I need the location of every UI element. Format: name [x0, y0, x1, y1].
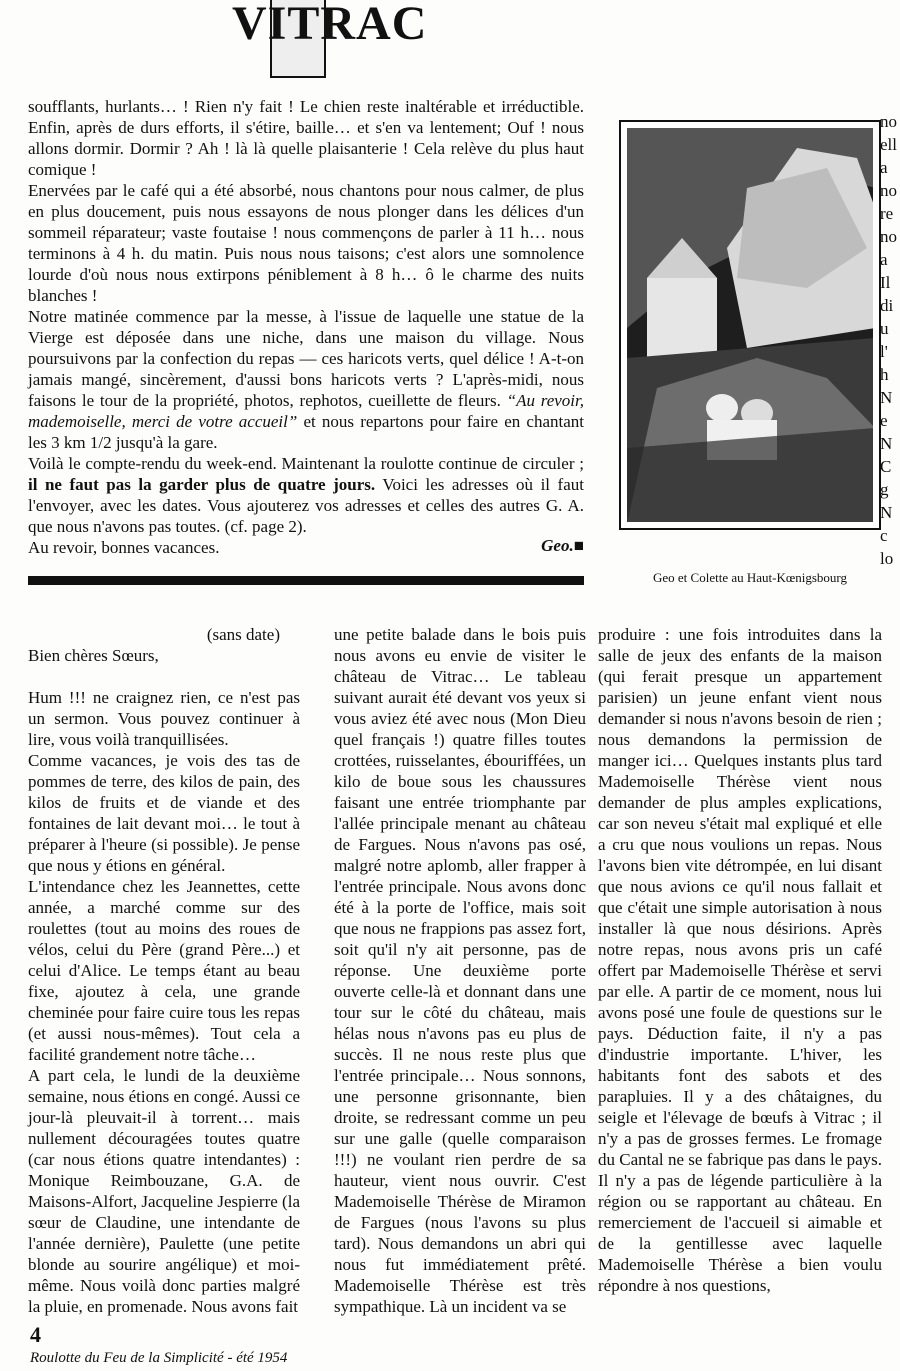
signature: Geo.■ — [541, 536, 584, 555]
paragraph: A part cela, le lundi de la deuxième semaine, nous étions en congé. Aussi ce jour-là pleuvait-il à torrent… mais nullement découragées toutes quatre (car nous étions quatre intendantes) : Monique Reimbouzane, G.A. de Maisons-Alfort, Jacqueline Jespierre (la sœur de Claudine, une intendante de l'année dernière), Paulette (une petite blonde au sourire angélique) et moi-même. Nous voilà donc parties malgré la pluie, en promenade. Nous avons fait — [28, 1066, 300, 1316]
quote-text: “Au revoir, mademoiselle, merci de votre accueil” — [28, 391, 585, 431]
paragraph: une petite balade dans le bois puis nous avons eu envie de visiter le château de Vitrac… Le tableau suivant aurait été devant vos yeux si vous aviez été avec nous (Mon Dieu quel français !) quatre filles toutes crottées, ruisselantes, ébouriffées, un kilo de boue sous les chaussures faisant une entrée triomphante par l'allée principale menant au château de Fargues. Nous n'avons pas osé, malgré notre aplomb, aller frapper à l'entrée principale. Nous avons donc été à la porte de l'office, mais soit que nous ne frappions pas assez fort, soit qu'il n'y ait personne, pas de réponse. Une deuxième porte ouverte celle-là et donnant dans une tour sur le côté du château, mais hélas nous n'avons pas eu plus de succès. Il ne nous reste plus que l'entrée principale… Nous sonnons, une personne grisonnante, bien droite, se redressant comme un peu sur une galle (quelle comparaison !!!) ne voulant rien perdre de sa hauteur, vient nous ouvrir. C'est Mademoiselle Thérèse de Miramon de Fargues (nous l'avons su plus tard). Nous demandons un abri qui nous fut immédiatement prêté. Mademoiselle Thérèse est très sympathique. Là un incident va se — [334, 625, 586, 1316]
paragraph: Comme vacances, je vois des tas de pommes de terre, des kilos de pain, des kilos de fruits et de viande et des fontaines de lait devant moi… le tout à préparer à l'heure (si possible). Je pense que nous y étions en général. — [28, 751, 300, 875]
paragraph: L'intendance chez les Jeannettes, cette année, a marché comme sur des roulettes (tout au moins des roues de vélos, celui du Père (grand Père...) et celui d'Alice. Le temps étant au beau fixe, ajoutez à cela, une grande cheminée pour faire cuire tous les repas (et aussi nous-mêmes). Tout cela a facilité grandement notre tâche… — [28, 877, 300, 1064]
paragraph-text: Voici les adresses où il faut l'envoyer, avec les dates. Vous ajouterez vos adresses et celles des autres G. A. que nous n'avons pas toutes. (cf. page 2). — [28, 475, 584, 536]
letter-column-3 — [598, 624, 882, 1296]
paragraph: soufflants, hurlants… ! Rien n'y fait ! Le chien reste inaltérable et irréductible. Enfin, après de durs efforts, il s'étire, baille… et s'en va lentement; Ouf ! nous allons dormir. Dormir ? Ah ! là là quelle plaisanterie ! Cela relève du plus haut comique ! — [28, 97, 584, 179]
page-title: VITRAC — [232, 0, 428, 50]
paragraph — [28, 453, 584, 537]
section-divider — [28, 576, 584, 585]
paragraph-text: Notre matinée commence par la messe, à l'issue de laquelle une statue de la Vierge est déposée dans une niche, dans une maison du village. Nous poursuivons par la confection du repas — ces haricots verts, quel délice ! A-t-on jamais mangé, sincèrement, d'aussi bons haricots verts ? L'après-midi, nous faisons le tour de la propriété, photos, rephotos, cueillette de fleurs. — [28, 307, 584, 410]
publication-footer: Roulotte du Feu de la Simplicité - été 1954 — [30, 1350, 288, 1366]
letter-greeting: Bien chères Sœurs, — [28, 646, 159, 665]
paragraph-text: et nous repartons pour faire en chantant les 3 km 1/2 jusqu'à la gare. — [28, 412, 585, 452]
paragraph: Enervées par le café qui a été absorbé, nous chantons pour nous calmer, de plus en plus doucement, puis nous essayons de nous plonger dans les délices d'un sommeil réparateur; vaste foutaise ! nous commençons de parler à 11 h… nous terminons à 4 h. du matin. Puis nous nous taisons; c'est alors une somnolence lourde d'où nous nous extirpons péniblement à 8 h… ô le charme des nuits blanches ! — [28, 181, 584, 305]
paragraph: produire : une fois introduites dans la salle de jeux des enfants de la maison (qui ferait presque un appartement parisien) un jeune enfant vient nous demander si nous n'avons besoin de rien ; nous demandons la permission de manger ici… Quelques instants plus tard Mademoiselle Thérèse vient nous demander de plus amples explications, car son neveu s'était mal expliqué et elle a cru que nous voulions un repas. Nous l'avons bien vite détrompée, en lui disant que nous avions ce qu'il nous fallait et que c'était une simple autorisation à nous installer là que nous désirions. Après notre repas, nous avons pris un café offert par Mademoiselle Thérèse et servi par elle. A partir de ce moment, nous lui avons posé une foule de questions sur le pays. Déduction faite, il n'y a pas d'industrie importante. L'hiver, les habitants font des sabots et des parapluies. Il y a des châtaignes, du seigle et l'élevage de bœufs à Vitrac ; il n'y a pas de grosses fermes. Le fromage du Cantal ne se fabrique pas dans le pays. Il n'y a pas de légende particulière à la région ou se rapportant au château. En remerciement de l'accueil si aimable et de la gentillesse avec laquelle Mademoiselle Thérèse a bien voulu répondre à nos questions, — [598, 625, 882, 1295]
page-number: 4 — [30, 1322, 41, 1347]
paragraph: Au revoir, bonnes vacances. — [28, 538, 220, 557]
letter-column-1 — [28, 624, 300, 1317]
bold-emphasis: il ne faut pas la garder plus de quatre jours. — [28, 475, 376, 494]
cropped-edge-text: no ell a no re no a Il di u l' h N e N C g N c lo — [880, 112, 897, 568]
photo-image — [627, 128, 873, 522]
paragraph: Hum !!! ne craignez rien, ce n'est pas un sermon. Vous pouvez continuer à lire, vous voilà tranquillisées. — [28, 688, 300, 749]
paragraph-text: Voilà le compte-rendu du week-end. Maintenant la roulotte continue de circuler ; — [28, 454, 584, 473]
paragraph — [28, 306, 584, 453]
letter-column-2 — [334, 624, 586, 1317]
castle-photo-graphic — [627, 128, 873, 522]
photo — [619, 120, 881, 530]
photo-caption: Geo et Colette au Haut-Kœnigsbourg — [653, 570, 847, 585]
top-article-text — [28, 96, 584, 558]
letter-date: (sans date) — [206, 625, 280, 644]
